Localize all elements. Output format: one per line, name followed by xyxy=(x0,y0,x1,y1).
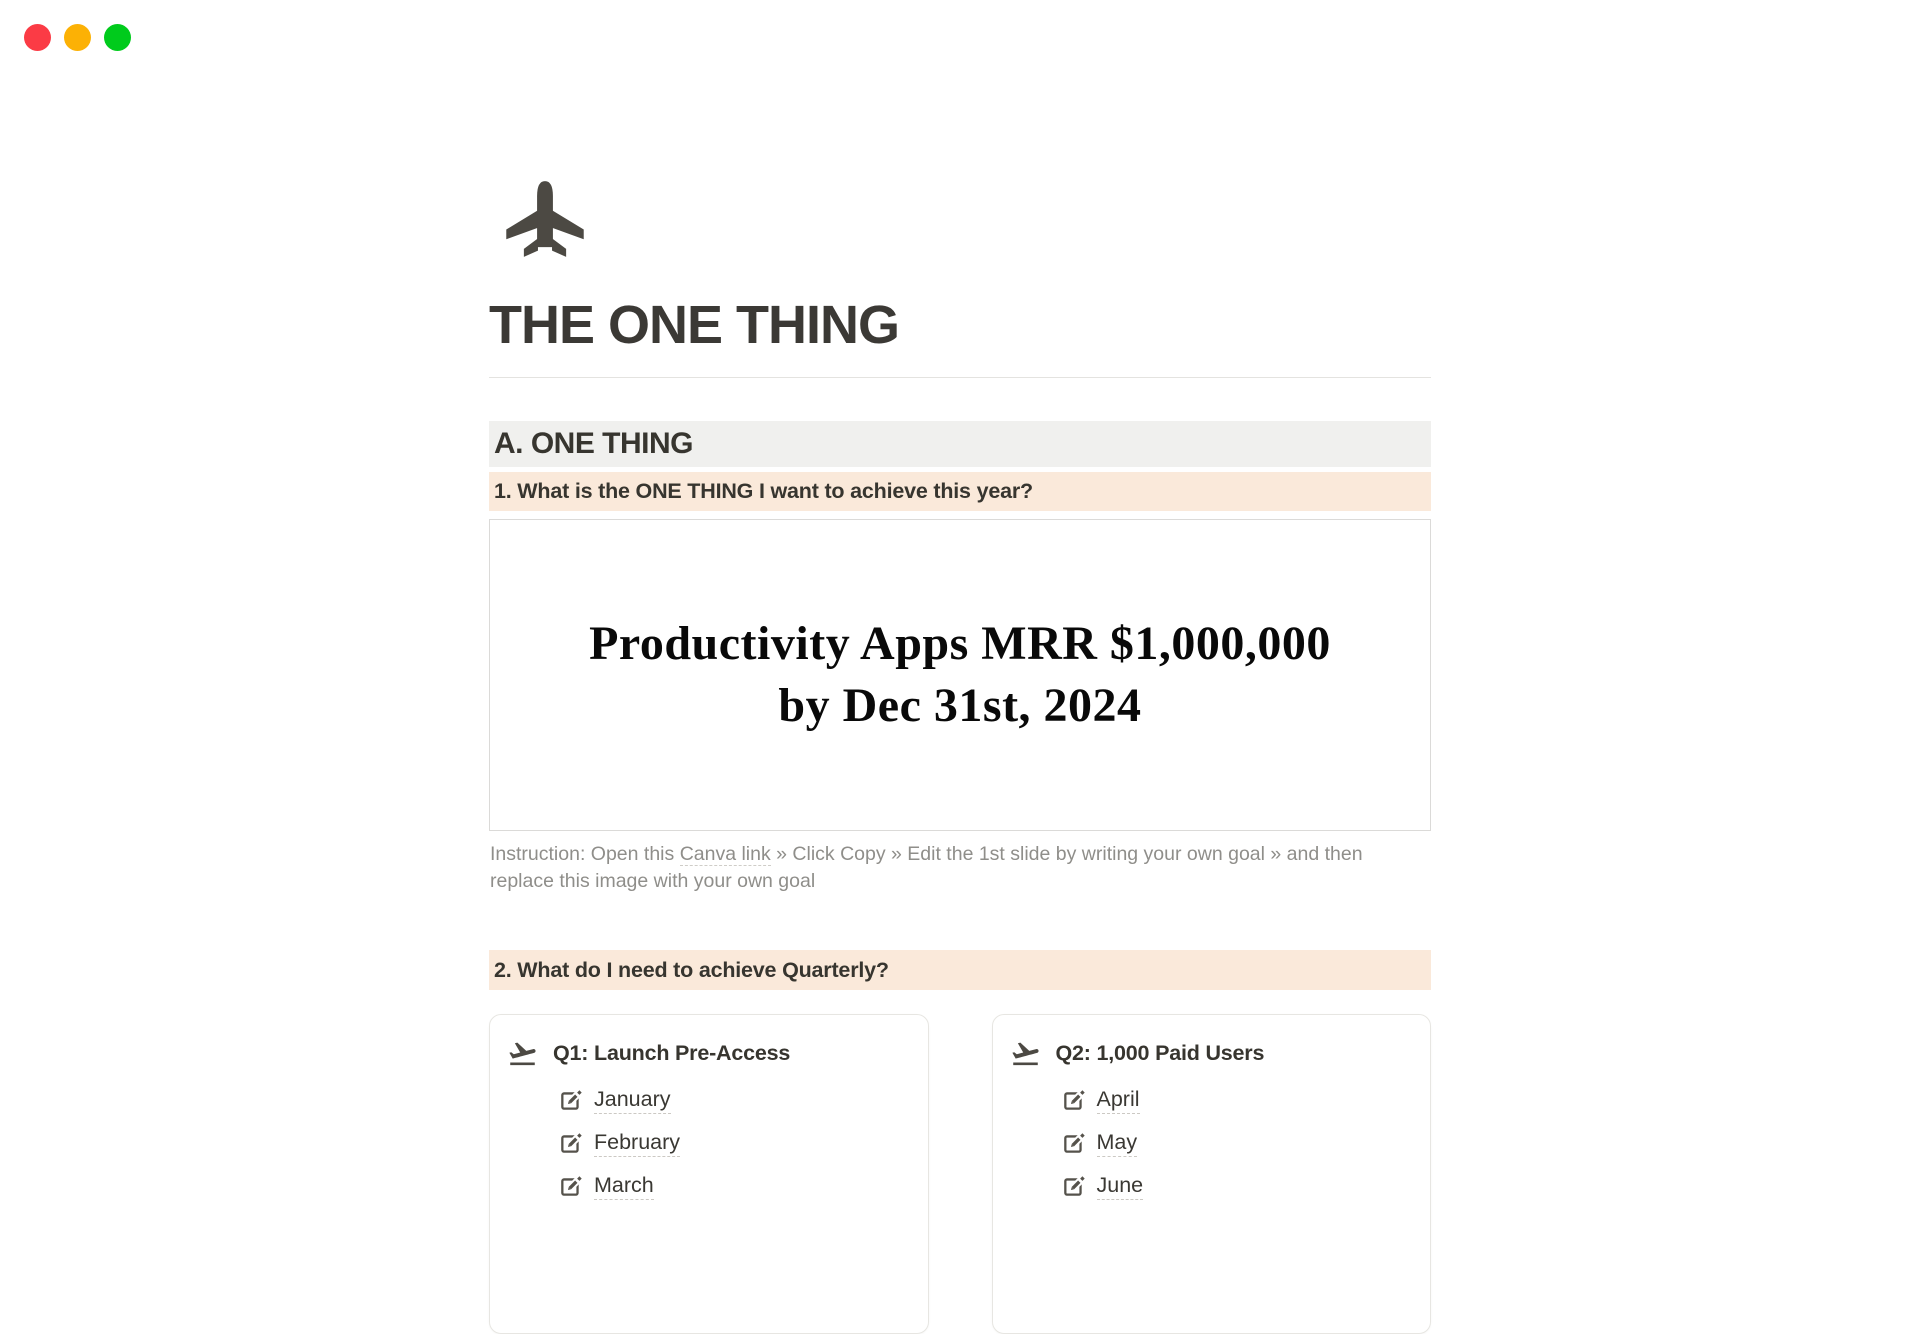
question-1-heading: 1. What is the ONE THING I want to achieve this year? xyxy=(489,472,1431,511)
divider xyxy=(489,377,1431,378)
month-link-june[interactable] xyxy=(1062,1165,1421,1208)
goal-line-1: Productivity Apps MRR $1,000,000 xyxy=(589,617,1331,670)
month-label: April xyxy=(1097,1087,1140,1114)
notion-page xyxy=(489,0,1431,1200)
edit-icon xyxy=(559,1131,584,1156)
q2-toggle[interactable] xyxy=(1010,1038,1421,1069)
instruction-text xyxy=(490,841,1430,895)
instruction-suffix: » Click Copy » Edit the 1st slide by writing your own goal » and then replace this image with your own goal xyxy=(490,843,1363,892)
month-link-may[interactable] xyxy=(1062,1122,1421,1165)
question-2-heading: 2. What do I need to achieve Quarterly? xyxy=(489,950,1431,990)
minimize-button[interactable] xyxy=(64,24,91,51)
q1-title: Q1: Launch Pre-Access xyxy=(553,1041,791,1065)
section-heading-a: A. ONE THING xyxy=(489,421,1431,467)
instruction-prefix: Instruction: Open this xyxy=(490,843,680,865)
quarter-cards xyxy=(489,1014,1431,1334)
q2-months xyxy=(1062,1079,1421,1208)
month-label: February xyxy=(594,1130,680,1157)
month-link-february[interactable] xyxy=(559,1122,918,1165)
month-label: May xyxy=(1097,1130,1138,1157)
edit-icon xyxy=(1062,1174,1087,1199)
close-button[interactable] xyxy=(24,24,51,51)
airplane-icon xyxy=(501,174,589,264)
flight-takeoff-icon xyxy=(507,1038,538,1069)
edit-icon xyxy=(559,1088,584,1113)
flight-takeoff-icon xyxy=(1010,1038,1041,1069)
quarter-card-q1 xyxy=(489,1014,929,1334)
window-controls xyxy=(24,24,131,51)
q1-months xyxy=(559,1079,918,1208)
month-link-april[interactable] xyxy=(1062,1079,1421,1122)
q1-toggle[interactable] xyxy=(507,1038,918,1069)
canva-link[interactable]: Canva link xyxy=(679,843,771,865)
goal-image[interactable] xyxy=(489,519,1431,831)
edit-icon xyxy=(559,1174,584,1199)
quarter-card-q2 xyxy=(992,1014,1432,1334)
edit-icon xyxy=(1062,1088,1087,1113)
month-label: January xyxy=(594,1087,671,1114)
month-link-january[interactable] xyxy=(559,1079,918,1122)
goal-line-2: by Dec 31st, 2024 xyxy=(778,679,1142,732)
month-link-march[interactable] xyxy=(559,1165,918,1208)
month-label: June xyxy=(1097,1173,1144,1200)
q2-title: Q2: 1,000 Paid Users xyxy=(1055,1041,1265,1065)
page-title: THE ONE THING xyxy=(489,295,900,355)
edit-icon xyxy=(1062,1131,1087,1156)
zoom-button[interactable] xyxy=(104,24,131,51)
month-label: March xyxy=(594,1173,654,1200)
